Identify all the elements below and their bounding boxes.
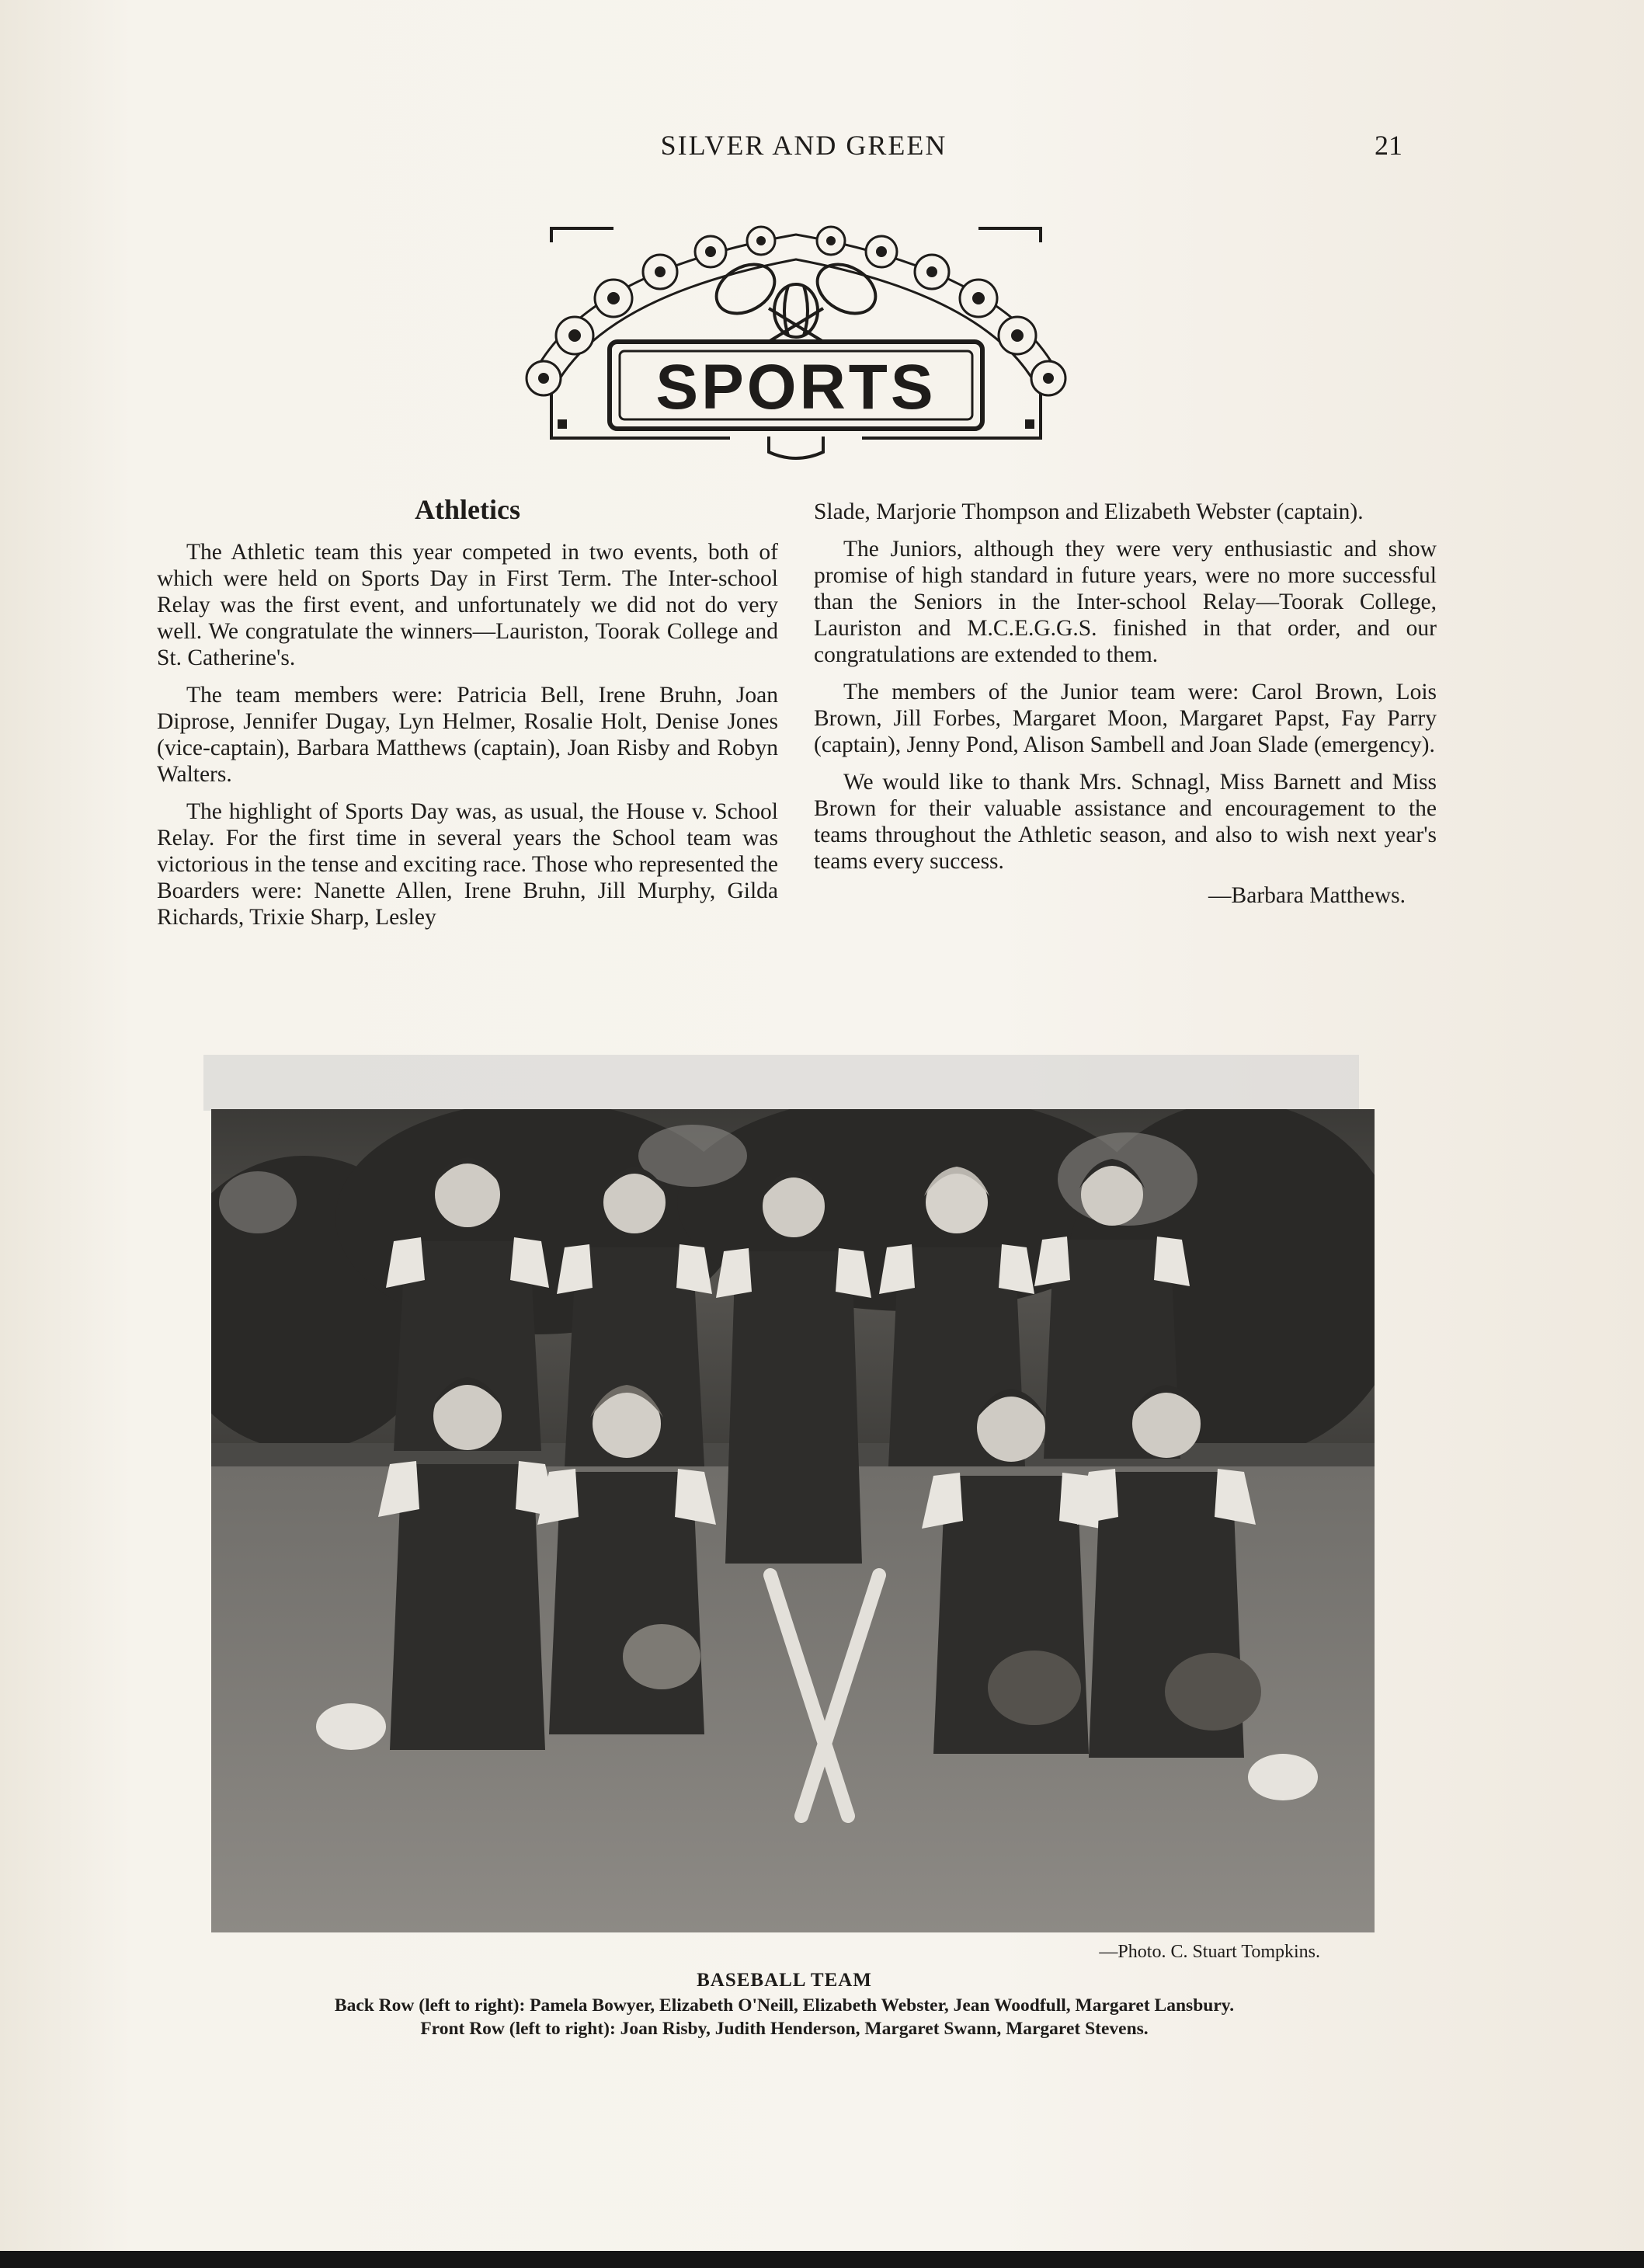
section-heading: Athletics	[415, 494, 520, 525]
sports-banner-icon	[513, 211, 1079, 468]
photo-caption	[233, 1970, 1336, 2040]
scan-border	[0, 2251, 1644, 2268]
paragraph-continuation: Slade, Marjorie Thompson and Elizabeth Webster (captain).	[814, 499, 1364, 524]
team-photo	[211, 1109, 1375, 1932]
article-left-column	[157, 494, 778, 941]
paragraph: The members of the Junior team were: Carol Brown, Lois Brown, Jill Forbes, Margaret Moon, Margaret Papst, Fay Parry (captain), Jenny Pond, Alison Sambell and Joan Slade (emergency).	[814, 680, 1437, 757]
running-title: SILVER AND GREEN	[660, 130, 947, 161]
article-right-column	[814, 499, 1437, 909]
caption-title: BASEBALL TEAM	[697, 1970, 872, 1991]
paragraph: The Juniors, although they were very enthusiastic and show promise of high standard in future years, were no more successful than the Seniors in the Inter-school Relay—Toorak College, Lauriston and M.C.E.G.G.S. finished in that order, and our congratulations are extended to them.	[814, 537, 1437, 667]
sports-label: SPORTS	[655, 352, 937, 423]
photo-credit: —Photo. C. Stuart Tompkins.	[1099, 1942, 1320, 1962]
photo-shadow	[203, 1055, 1359, 1111]
page-number: 21	[1375, 130, 1402, 161]
paragraph: The Athletic team this year competed in two events, both of which were held on Sports Day in First Term. The Inter-school Relay was the first event, and unfortunately we did not do very well. We congratulate the winners—Lauriston, Toorak College and St. Catherine's.	[157, 540, 778, 670]
paragraph: We would like to thank Mrs. Schnagl, Miss Barnett and Miss Brown for their valuable assistance and encouragement to the teams throughout the Athletic season, and also to wish next year's teams every success.	[814, 770, 1437, 874]
sports-emblem	[513, 211, 1079, 468]
signature: —Barbara Matthews.	[1208, 883, 1406, 908]
paragraph: The team members were: Patricia Bell, Irene Bruhn, Joan Diprose, Jennifer Dugay, Lyn Helmer, Rosalie Holt, Denise Jones (vice-captain), Barbara Matthews (captain), Joan Risby and Robyn Walters.	[157, 683, 778, 787]
team-photo-image	[211, 1109, 1375, 1932]
caption-front-row: Front Row (left to right): Joan Risby, Judith Henderson, Margaret Swann, Margaret Stevens.	[420, 2019, 1149, 2039]
paragraph: The highlight of Sports Day was, as usual, the House v. School Relay. For the first time in several years the School team was victorious in the tense and exciting race. Those who represented the Boarders were: Nanette Allen, Irene Bruhn, Jill Murphy, Gilda Richards, Trixie Sharp, Lesley	[157, 799, 778, 930]
caption-back-row: Back Row (left to right): Pamela Bowyer, Elizabeth O'Neill, Elizabeth Webster, Jean Woodfull, Margaret Lansbury.	[334, 1995, 1235, 2016]
